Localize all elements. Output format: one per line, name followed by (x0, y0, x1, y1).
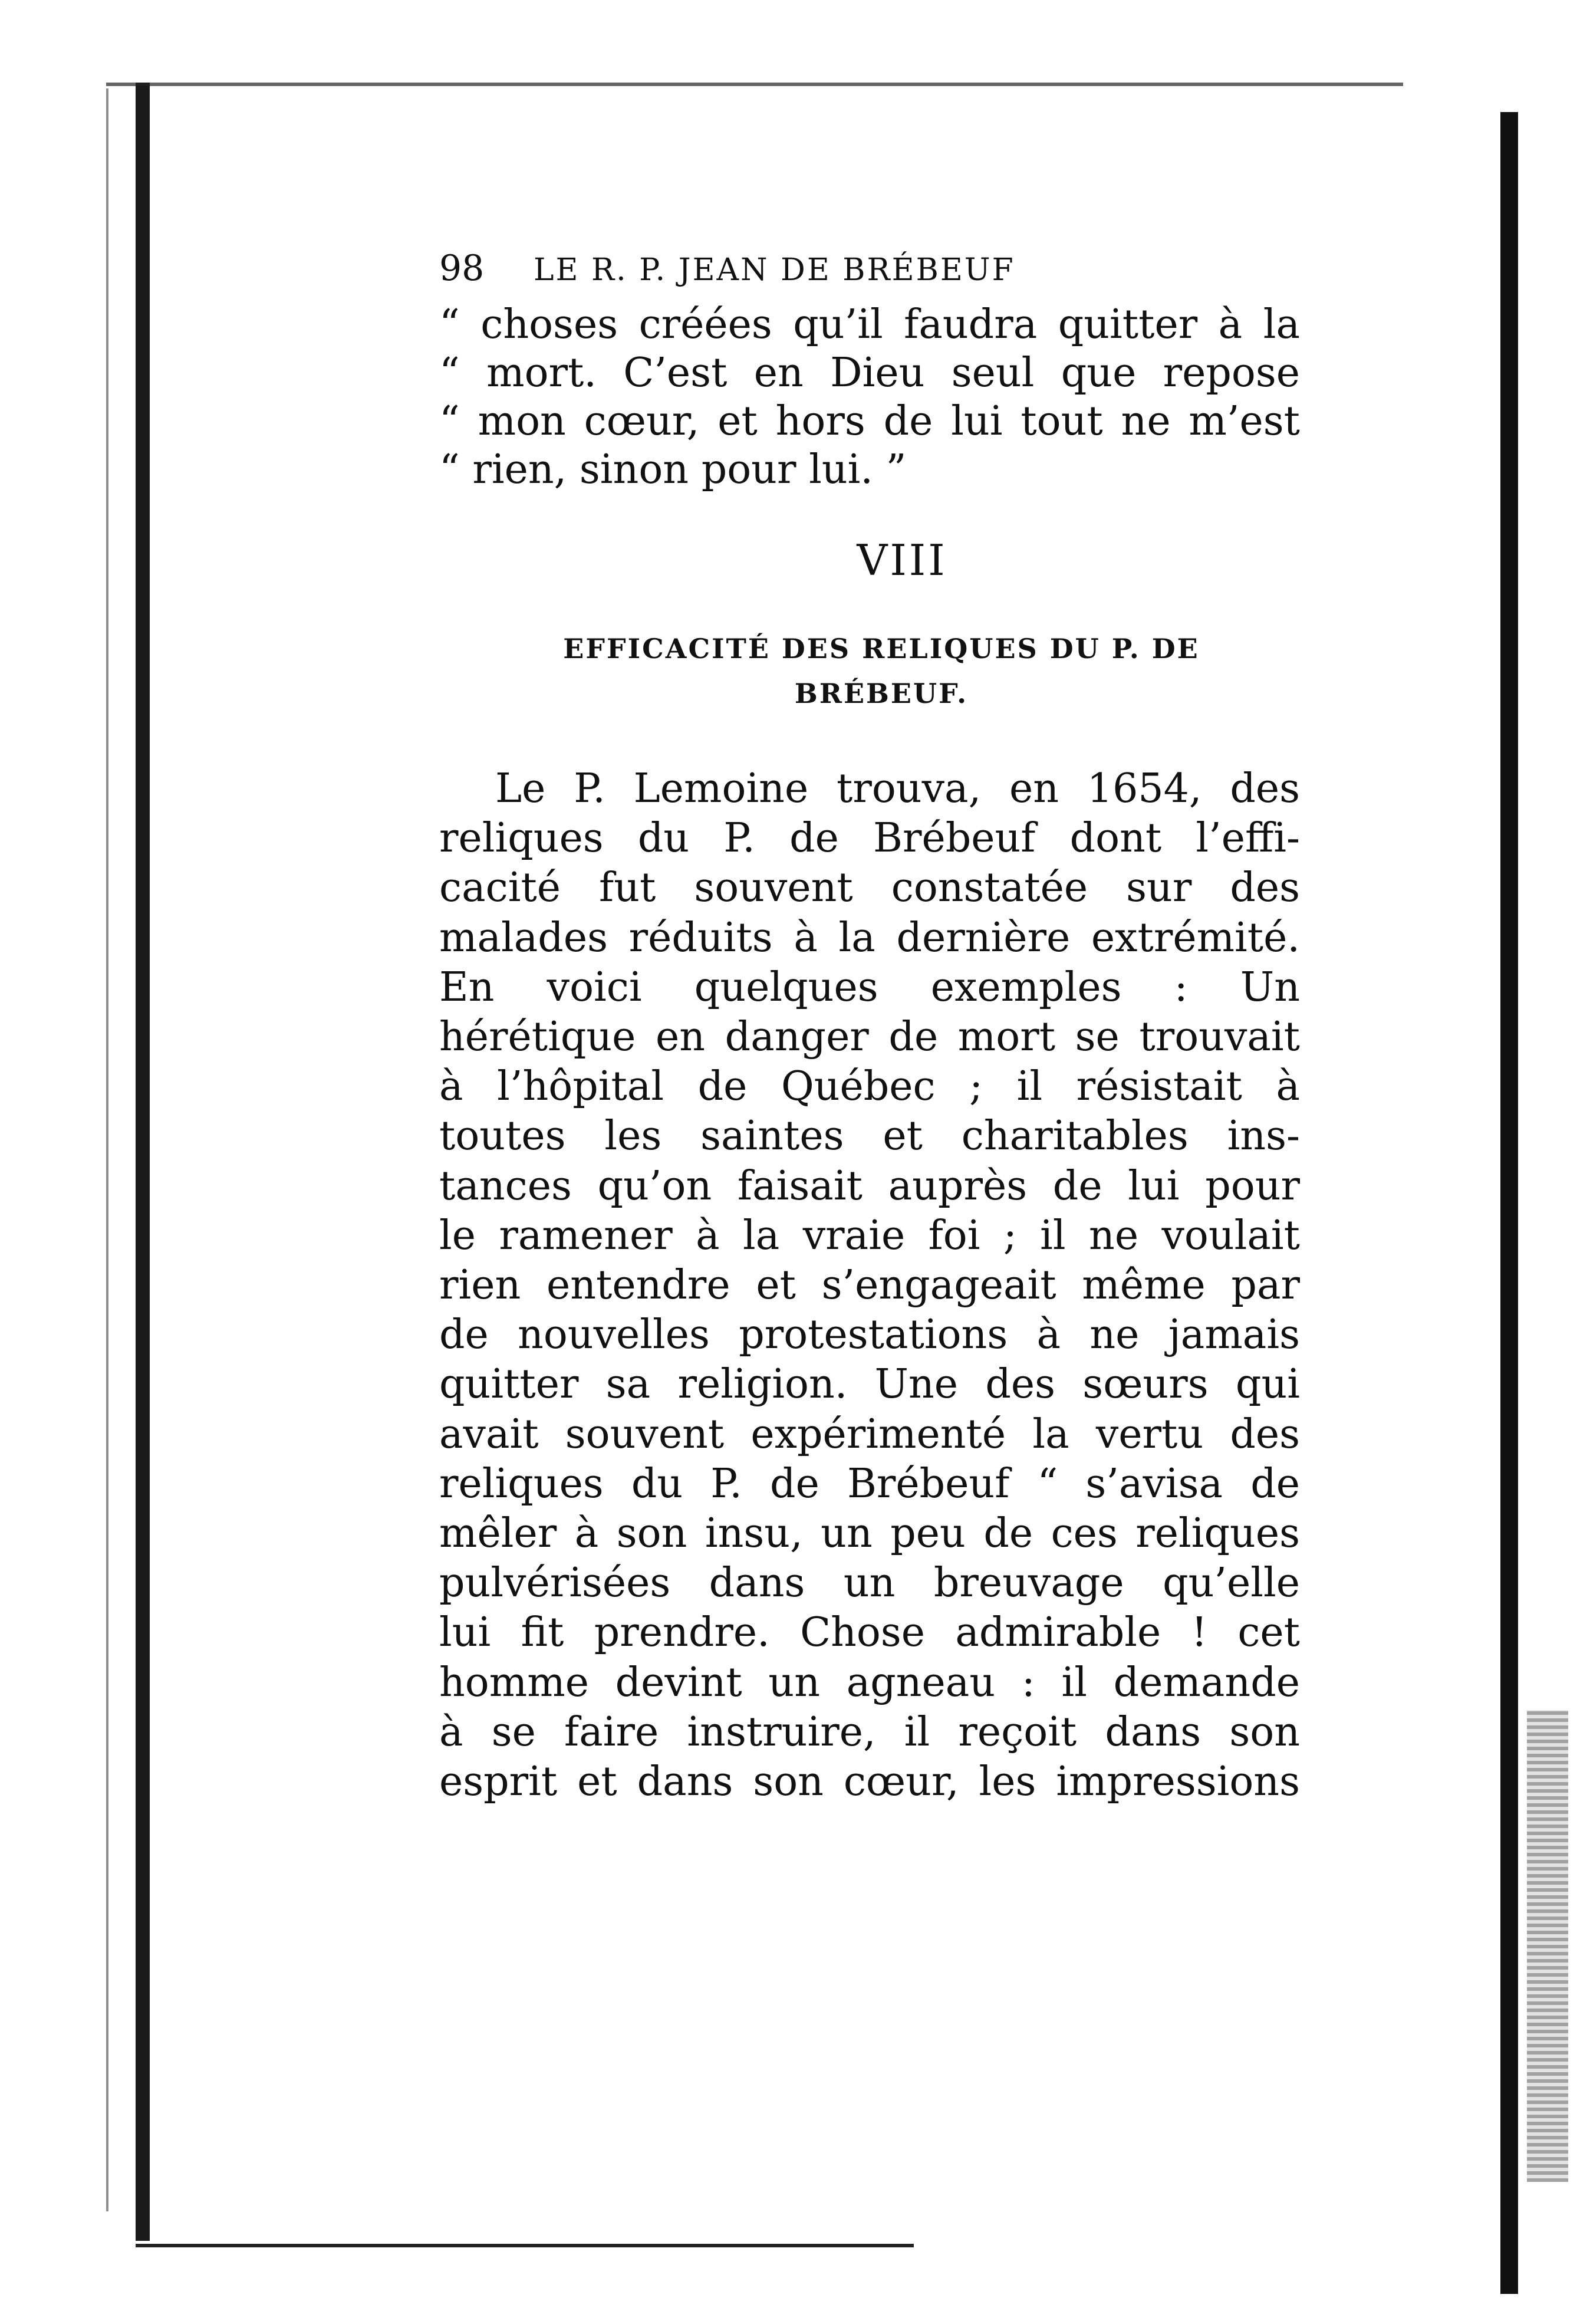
body-line: de nouvelles protestations à ne jamais (439, 1311, 1300, 1359)
body-line: rien entendre et s’engageait même par (439, 1262, 1300, 1309)
quote-block (439, 301, 1300, 494)
body-line: hérétique en danger de mort se trouvait (439, 1014, 1300, 1061)
scan-border-bottom (136, 2244, 914, 2247)
body-line: pulvérisées dans un breuvage qu’elle (439, 1560, 1300, 1607)
body-line: mêler à son insu, un peu de ces reliques (439, 1510, 1300, 1557)
chapter-title (463, 626, 1300, 716)
body-paragraph (439, 764, 1300, 1807)
body-line: lui fit prendre. Chose admirable ! cet (439, 1609, 1300, 1656)
chapter-title-line: EFFICACITÉ DES RELIQUES DU P. DE (563, 633, 1200, 665)
body-line: En voici quelques exemples : Un (439, 964, 1300, 1011)
quote-line: “ mon cœur, et hors de lui tout ne m’est (439, 398, 1300, 445)
body-line: avait souvent expérimenté la vertu des (439, 1411, 1300, 1458)
page-header (439, 248, 1300, 301)
body-line: Le P. Lemoine trouva, en 1654, des (495, 765, 1300, 812)
book-page (439, 248, 1300, 1807)
body-line: quitter sa religion. Une des sœurs qui (439, 1361, 1300, 1408)
quote-line: “ mort. C’est en Dieu seul que repose (439, 350, 1300, 396)
scan-border-right (1500, 112, 1518, 2294)
scan-border-left-thin (106, 88, 108, 2211)
body-line: à se faire instruire, il reçoit dans son (439, 1708, 1300, 1756)
scan-border-left (136, 83, 150, 2241)
quote-line: “ choses créées qu’il faudra quitter à la (439, 301, 1300, 348)
chapter-title-line: BRÉBEUF. (794, 678, 969, 709)
chapter-number: VIII (857, 535, 947, 585)
body-line: cacité fut souvent constatée sur des (439, 864, 1300, 912)
body-line: reliques du P. de Brébeuf “ s’avisa de (439, 1460, 1300, 1507)
running-head: LE R. P. JEAN DE BRÉBEUF (534, 252, 1015, 288)
quote-line: “ rien, sinon pour lui. ” (439, 446, 907, 493)
scan-border-top (106, 83, 1403, 86)
scan-noise-right (1527, 1710, 1568, 2182)
body-line: à l’hôpital de Québec ; il résistait à (439, 1063, 1300, 1110)
body-line: malades réduits à la dernière extrémité. (439, 914, 1300, 961)
page-number: 98 (439, 248, 485, 289)
body-line: tances qu’on faisait auprès de lui pour (439, 1162, 1300, 1209)
body-line: reliques du P. de Brébeuf dont l’effi- (439, 815, 1300, 862)
body-line: esprit et dans son cœur, les impressions (439, 1758, 1300, 1806)
body-line: homme devint un agneau : il demande (439, 1659, 1300, 1706)
body-line: le ramener à la vraie foi ; il ne voulait (439, 1212, 1300, 1259)
body-line: toutes les saintes et charitables ins- (439, 1113, 1300, 1160)
